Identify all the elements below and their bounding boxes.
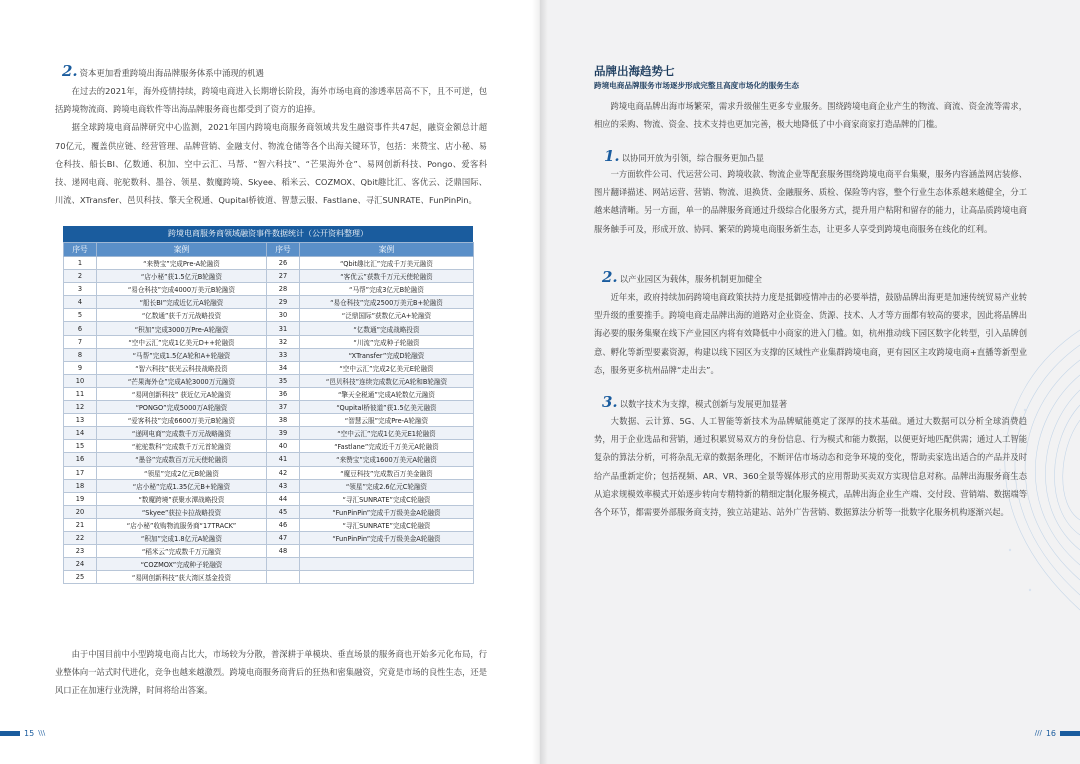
- page-decoration: ///: [1034, 729, 1042, 737]
- case-cell: “Fastlane”完成近千万美元A轮融资: [300, 440, 474, 453]
- row-number-cell: 5: [64, 309, 97, 322]
- case-cell: “领星”完成2亿元B轮融资: [97, 466, 267, 479]
- row-number-cell: 17: [64, 466, 97, 479]
- case-cell: “智慧云服”完成Pre-A轮融资: [300, 414, 474, 427]
- paragraph: 据全球跨境电商品牌研究中心监测，2021年国内跨境电商服务商领域共发生融资事件共47起，融资金额总计超70亿元，覆盖供应链、经营管理、品牌营销、金融支付、物流仓储等各个出海关键环节，包括：来赞宝、店小秘、易仓科技、船长BI、亿数通、积加、空中云汇、马帮、“智六科技”、“芒果海外仓”、易网创新科技、Pongo、爱客科技、递网电商、驼驼数科、墨谷、领星、数魔跨境、Skyee、稻米云、COZMOX、Qbit趣比汇、客优云、泛鼎国际、川流、XTransfer、邑贝科技、擎天全税通、Qupital桥彼道、智慧云服、Fastlane、寻汇SUNRATE、FunPinPin。: [55, 122, 487, 206]
- row-number-cell: 26: [267, 257, 300, 270]
- footer-bar: [0, 731, 20, 736]
- table-row: [64, 427, 474, 440]
- case-cell: “马帮”完成3亿元B轮融资: [300, 283, 474, 296]
- case-cell: “亿数通”完成战略投资: [300, 322, 474, 335]
- row-number-cell: 32: [267, 335, 300, 348]
- case-cell: “COZMOX”完成种子轮融资: [97, 558, 267, 571]
- paragraph: 跨境电商品牌出海市场繁荣，需求升级催生更多专业服务。围绕跨境电商企业产生的物流、商流、资金流等需求，相应的采购、物流、资金、技术支持也更加完善，极大地降低了中小商家商家打造品牌的门槛。: [594, 101, 1027, 130]
- row-number-cell: 45: [267, 505, 300, 518]
- case-cell: “店小秘”完成1.35亿元B+轮融资: [97, 479, 267, 492]
- case-cell: “稻米云”完成数千万元融资: [97, 545, 267, 558]
- table-row: [64, 479, 474, 492]
- case-cell: “XTransfer”完成D轮融资: [300, 348, 474, 361]
- row-number-cell: 39: [267, 427, 300, 440]
- table-row: [64, 322, 474, 335]
- data-table: [63, 242, 474, 584]
- right-page: [540, 0, 1080, 764]
- row-number-cell: 42: [267, 466, 300, 479]
- row-number-cell: 20: [64, 505, 97, 518]
- row-number-cell: 38: [267, 414, 300, 427]
- row-number-cell: 40: [267, 440, 300, 453]
- row-number-cell: 10: [64, 374, 97, 387]
- row-number-cell: [267, 571, 300, 584]
- row-number-cell: 11: [64, 387, 97, 400]
- section-number: 2.: [62, 62, 78, 80]
- section-title: 以数字技术为支撑，模式创新与发展更加显著: [619, 399, 788, 409]
- row-number-cell: 1: [64, 257, 97, 270]
- table-row: [64, 440, 474, 453]
- section-number: 2.: [602, 268, 618, 286]
- section-title: 以产业园区为载体，服务机制更加健全: [619, 274, 763, 284]
- case-cell: “数魔跨境”获聚水潭战略投资: [97, 492, 267, 505]
- case-cell: “空中云汇”完成2亿美元E轮融资: [300, 361, 474, 374]
- case-cell: “邑贝科技”连续完成数亿元A轮和B轮融资: [300, 374, 474, 387]
- paragraph: 由于中国目前中小型跨境电商占比大，市场较为分散，普深耕于单模块、垂直场景的服务商也开始多元化布局，行业整体向一站式时代进化，竞争也越来越激烈。跨境电商服务商背后的狂热和密集融资，究竟是市场的良性生态，还是风口正在加速行业洗牌，时间将给出答案。: [55, 649, 487, 696]
- case-cell: “递网电商”完成数千万元战略融资: [97, 427, 267, 440]
- case-cell: “来赞宝”完成1600万美元A轮融资: [300, 453, 474, 466]
- page-footer-left: [0, 727, 45, 739]
- row-number-cell: 7: [64, 335, 97, 348]
- table-row: [64, 309, 474, 322]
- row-number-cell: 16: [64, 453, 97, 466]
- case-cell: “客优云”获数千万元天使轮融资: [300, 270, 474, 283]
- case-cell: “Qupital桥彼道”获1.5亿美元融资: [300, 401, 474, 414]
- paragraph: 在过去的2021年，海外疫情持续，跨境电商进入长期增长阶段，海外市场电商的渗透率居高不下，且不可逆，包括跨境物流商、跨境电商软件等出海品牌服务商也都受到了资方的追捧。: [55, 86, 487, 115]
- financing-table: [63, 226, 473, 584]
- row-number-cell: [267, 558, 300, 571]
- row-number-cell: 19: [64, 492, 97, 505]
- row-number-cell: 47: [267, 531, 300, 544]
- section-title: 资本更加看重跨境出海品牌服务体系中涌现的机遇: [79, 68, 264, 78]
- table-row: [64, 401, 474, 414]
- row-number-cell: 44: [267, 492, 300, 505]
- case-cell: “寻汇SUNRATE”完成C轮融资: [300, 492, 474, 505]
- section-number: 3.: [602, 393, 618, 411]
- paragraph: 大数据、云计算、5G、人工智能等新技术为品牌赋能奠定了深厚的技术基础。通过大数据可以分析全球消费趋势，用于企业选品和营销，通过积累贸易双方的身份信息、行为模式和能力数据，以便更好地匹配供需；通过人工智能复杂的算法分析，可将杂乱无章的数据条理化，不断评估市场动态和竞争环境的变化，帮助卖家选出适合的产品并及时给产品重新定价；包括视频、AR、VR、360全景等媒体形式的应用帮助买卖双方实现信息对称。品牌出海服务商生态从追求规模效率模式开始逐步转向专精特新的精细定制化服务模式，品牌出海企业生产端、交付段、营销端、数据端等各个环节，都需要外部服务商支持，独立站建站、站外广告营销、数据算法分析等一批数字化服务机构逐渐兴起。: [594, 416, 1027, 518]
- case-cell: “泛鼎国际”获数亿元A+轮融资: [300, 309, 474, 322]
- row-number-cell: 12: [64, 401, 97, 414]
- case-cell: “FunPinPin”完成千万级美金A轮融资: [300, 531, 474, 544]
- row-number-cell: 22: [64, 531, 97, 544]
- table-row: [64, 296, 474, 309]
- case-cell: “PONGO”完成5000万A轮融资: [97, 401, 267, 414]
- page-footer-right: [1035, 727, 1080, 739]
- table-row: [64, 283, 474, 296]
- table-header-row: [64, 243, 474, 257]
- table-row: [64, 361, 474, 374]
- section-number: 1.: [604, 147, 620, 165]
- row-number-cell: 13: [64, 414, 97, 427]
- table-row: [64, 453, 474, 466]
- case-cell: “来赞宝”完成Pre-A轮融资: [97, 257, 267, 270]
- row-number-cell: 35: [267, 374, 300, 387]
- section-title: 以协同开放为引领，综合服务更加凸显: [621, 153, 765, 163]
- table-row: [64, 558, 474, 571]
- footer-bar: [1060, 731, 1080, 736]
- case-cell: “墨谷”完成数百万元天使轮融资: [97, 453, 267, 466]
- case-cell: “Qbit趣比汇”完成千万美元融资: [300, 257, 474, 270]
- case-cell: “船长BI”完成近亿元A轮融资: [97, 296, 267, 309]
- row-number-cell: 31: [267, 322, 300, 335]
- case-cell: “店小秘”获1.5亿元B轮融资: [97, 270, 267, 283]
- section-2-heading: [602, 268, 762, 286]
- row-number-cell: 48: [267, 545, 300, 558]
- case-cell: “马帮”完成1.5亿A轮和A+轮融资: [97, 348, 267, 361]
- section-3-body: [594, 412, 1027, 521]
- column-header: 案例: [300, 243, 474, 257]
- row-number-cell: 21: [64, 518, 97, 531]
- body-paragraph-bottom: [55, 645, 487, 700]
- case-cell: “Skyee”获拉卡拉战略投资: [97, 505, 267, 518]
- section-2-body: [594, 288, 1027, 379]
- table-row: [64, 531, 474, 544]
- row-number-cell: 36: [267, 387, 300, 400]
- row-number-cell: 33: [267, 348, 300, 361]
- case-cell: “亿数通”获千万元战略投资: [97, 309, 267, 322]
- row-number-cell: 28: [267, 283, 300, 296]
- table-row: [64, 257, 474, 270]
- section-1-body: [594, 165, 1027, 238]
- row-number-cell: 34: [267, 361, 300, 374]
- row-number-cell: 2: [64, 270, 97, 283]
- row-number-cell: 24: [64, 558, 97, 571]
- case-cell: “易仓科技”完成2500万美元B+轮融资: [300, 296, 474, 309]
- case-cell: “智六科技”获光云科技战略投资: [97, 361, 267, 374]
- row-number-cell: 25: [64, 571, 97, 584]
- case-cell: [300, 558, 474, 571]
- table-row: [64, 505, 474, 518]
- table-title: 跨境电商服务商领域融资事件数据统计（公开资料整理）: [63, 226, 473, 242]
- paragraph: 近年来，政府持续加码跨境电商政策扶持力度是抵御疫情冲击的必要举措，鼓励品牌出海更是加速传统贸易产业转型升级的重要推手。跨境电商走品牌出海的道路对企业资金、货源、技术、人才等方面都有较高的要求，因此将品牌出海必要的服务集聚在线下产业园区内将有效降低中小商家的进入门槛。如，杭州推动线下园区数字化转型，引入品牌创意、孵化等新型要素资源，构建以线下园区为支撑的区域性产业集群跨境电商，更有园区主攻跨境电商+直播等新型业态，服务更多杭州品牌“走出去”。: [594, 292, 1027, 375]
- case-cell: “驼驼数科”完成数千万元首轮融资: [97, 440, 267, 453]
- paragraph: 一方面软件公司、代运营公司、跨境收款、物流企业等配套服务围绕跨境电商平台集聚，服务内容涵盖网店装修、图片翻译描述、网站运营、营销、物流、退换货、金融服务、质检、保险等内容，整个行业生态体系越来越健全，分工越来越清晰。另一方面，单一的品牌服务商通过升级综合化服务方式，提升用户粘附和留存的能力，让高品质跨境电商服务触手可及，形成开放、协同、繁荣的跨境电商服务新生态，让更多人享受到跨境电商服务在线化的红利。: [594, 169, 1027, 234]
- table-row: [64, 414, 474, 427]
- table-row: [64, 466, 474, 479]
- table-row: [64, 387, 474, 400]
- case-cell: “爱客科技”完成6600万美元B轮融资: [97, 414, 267, 427]
- row-number-cell: 30: [267, 309, 300, 322]
- table-row: [64, 545, 474, 558]
- case-cell: “川流”完成种子轮融资: [300, 335, 474, 348]
- book-spine-shadow: [532, 0, 548, 764]
- table-row: [64, 270, 474, 283]
- row-number-cell: 43: [267, 479, 300, 492]
- row-number-cell: 9: [64, 361, 97, 374]
- case-cell: “易仓科技”完成4000万美元B轮融资: [97, 283, 267, 296]
- case-cell: “店小秘”收购物流服务商“17TRACK”: [97, 518, 267, 531]
- column-header: 序号: [64, 243, 97, 257]
- page-decoration: \\\: [38, 729, 46, 737]
- case-cell: “领星”完成2.6亿元C轮融资: [300, 479, 474, 492]
- table-row: [64, 492, 474, 505]
- table-row: [64, 571, 474, 584]
- case-cell: “芒果海外仓”完成A轮3000万元融资: [97, 374, 267, 387]
- table-row: [64, 348, 474, 361]
- case-cell: [300, 571, 474, 584]
- row-number-cell: 41: [267, 453, 300, 466]
- row-number-cell: 15: [64, 440, 97, 453]
- intro-paragraph: [594, 97, 1027, 133]
- column-header: 案例: [97, 243, 267, 257]
- case-cell: “寻汇SUNRATE”完成C轮融资: [300, 518, 474, 531]
- section-2-heading: [62, 62, 264, 80]
- case-cell: “魔豆科技”完成数百万美金融资: [300, 466, 474, 479]
- table-row: [64, 335, 474, 348]
- row-number-cell: 18: [64, 479, 97, 492]
- case-cell: “空中云汇”完成1亿美元D++轮融资: [97, 335, 267, 348]
- case-cell: [300, 545, 474, 558]
- row-number-cell: 6: [64, 322, 97, 335]
- table-row: [64, 374, 474, 387]
- row-number-cell: 8: [64, 348, 97, 361]
- body-paragraphs-top: [55, 82, 487, 209]
- case-cell: “易网创新科技” 获近亿元A轮融资: [97, 387, 267, 400]
- section-3-heading: [602, 393, 787, 411]
- case-cell: “FunPinPin”完成千万级美金A轮融资: [300, 505, 474, 518]
- section-1-heading: [604, 147, 764, 165]
- chapter-subheading: 跨境电商品牌服务市场逐步形成完整且高度市场化的服务生态: [594, 81, 800, 90]
- row-number-cell: 3: [64, 283, 97, 296]
- row-number-cell: 46: [267, 518, 300, 531]
- chapter-heading: 品牌出海趋势七: [594, 64, 675, 78]
- case-cell: “空中云汇”完成1亿美元E1轮融资: [300, 427, 474, 440]
- case-cell: “积加”完成1.8亿元A轮融资: [97, 531, 267, 544]
- column-header: 序号: [267, 243, 300, 257]
- case-cell: “易网创新科技”获大湾区基金投资: [97, 571, 267, 584]
- page-number: 15: [24, 728, 35, 738]
- row-number-cell: 4: [64, 296, 97, 309]
- case-cell: “积加”完成3000万Pre-A轮融资: [97, 322, 267, 335]
- row-number-cell: 23: [64, 545, 97, 558]
- case-cell: “擎天全税通”完成A轮数亿元融资: [300, 387, 474, 400]
- table-row: [64, 518, 474, 531]
- row-number-cell: 29: [267, 296, 300, 309]
- page-number: 16: [1045, 728, 1056, 738]
- row-number-cell: 14: [64, 427, 97, 440]
- row-number-cell: 37: [267, 401, 300, 414]
- row-number-cell: 27: [267, 270, 300, 283]
